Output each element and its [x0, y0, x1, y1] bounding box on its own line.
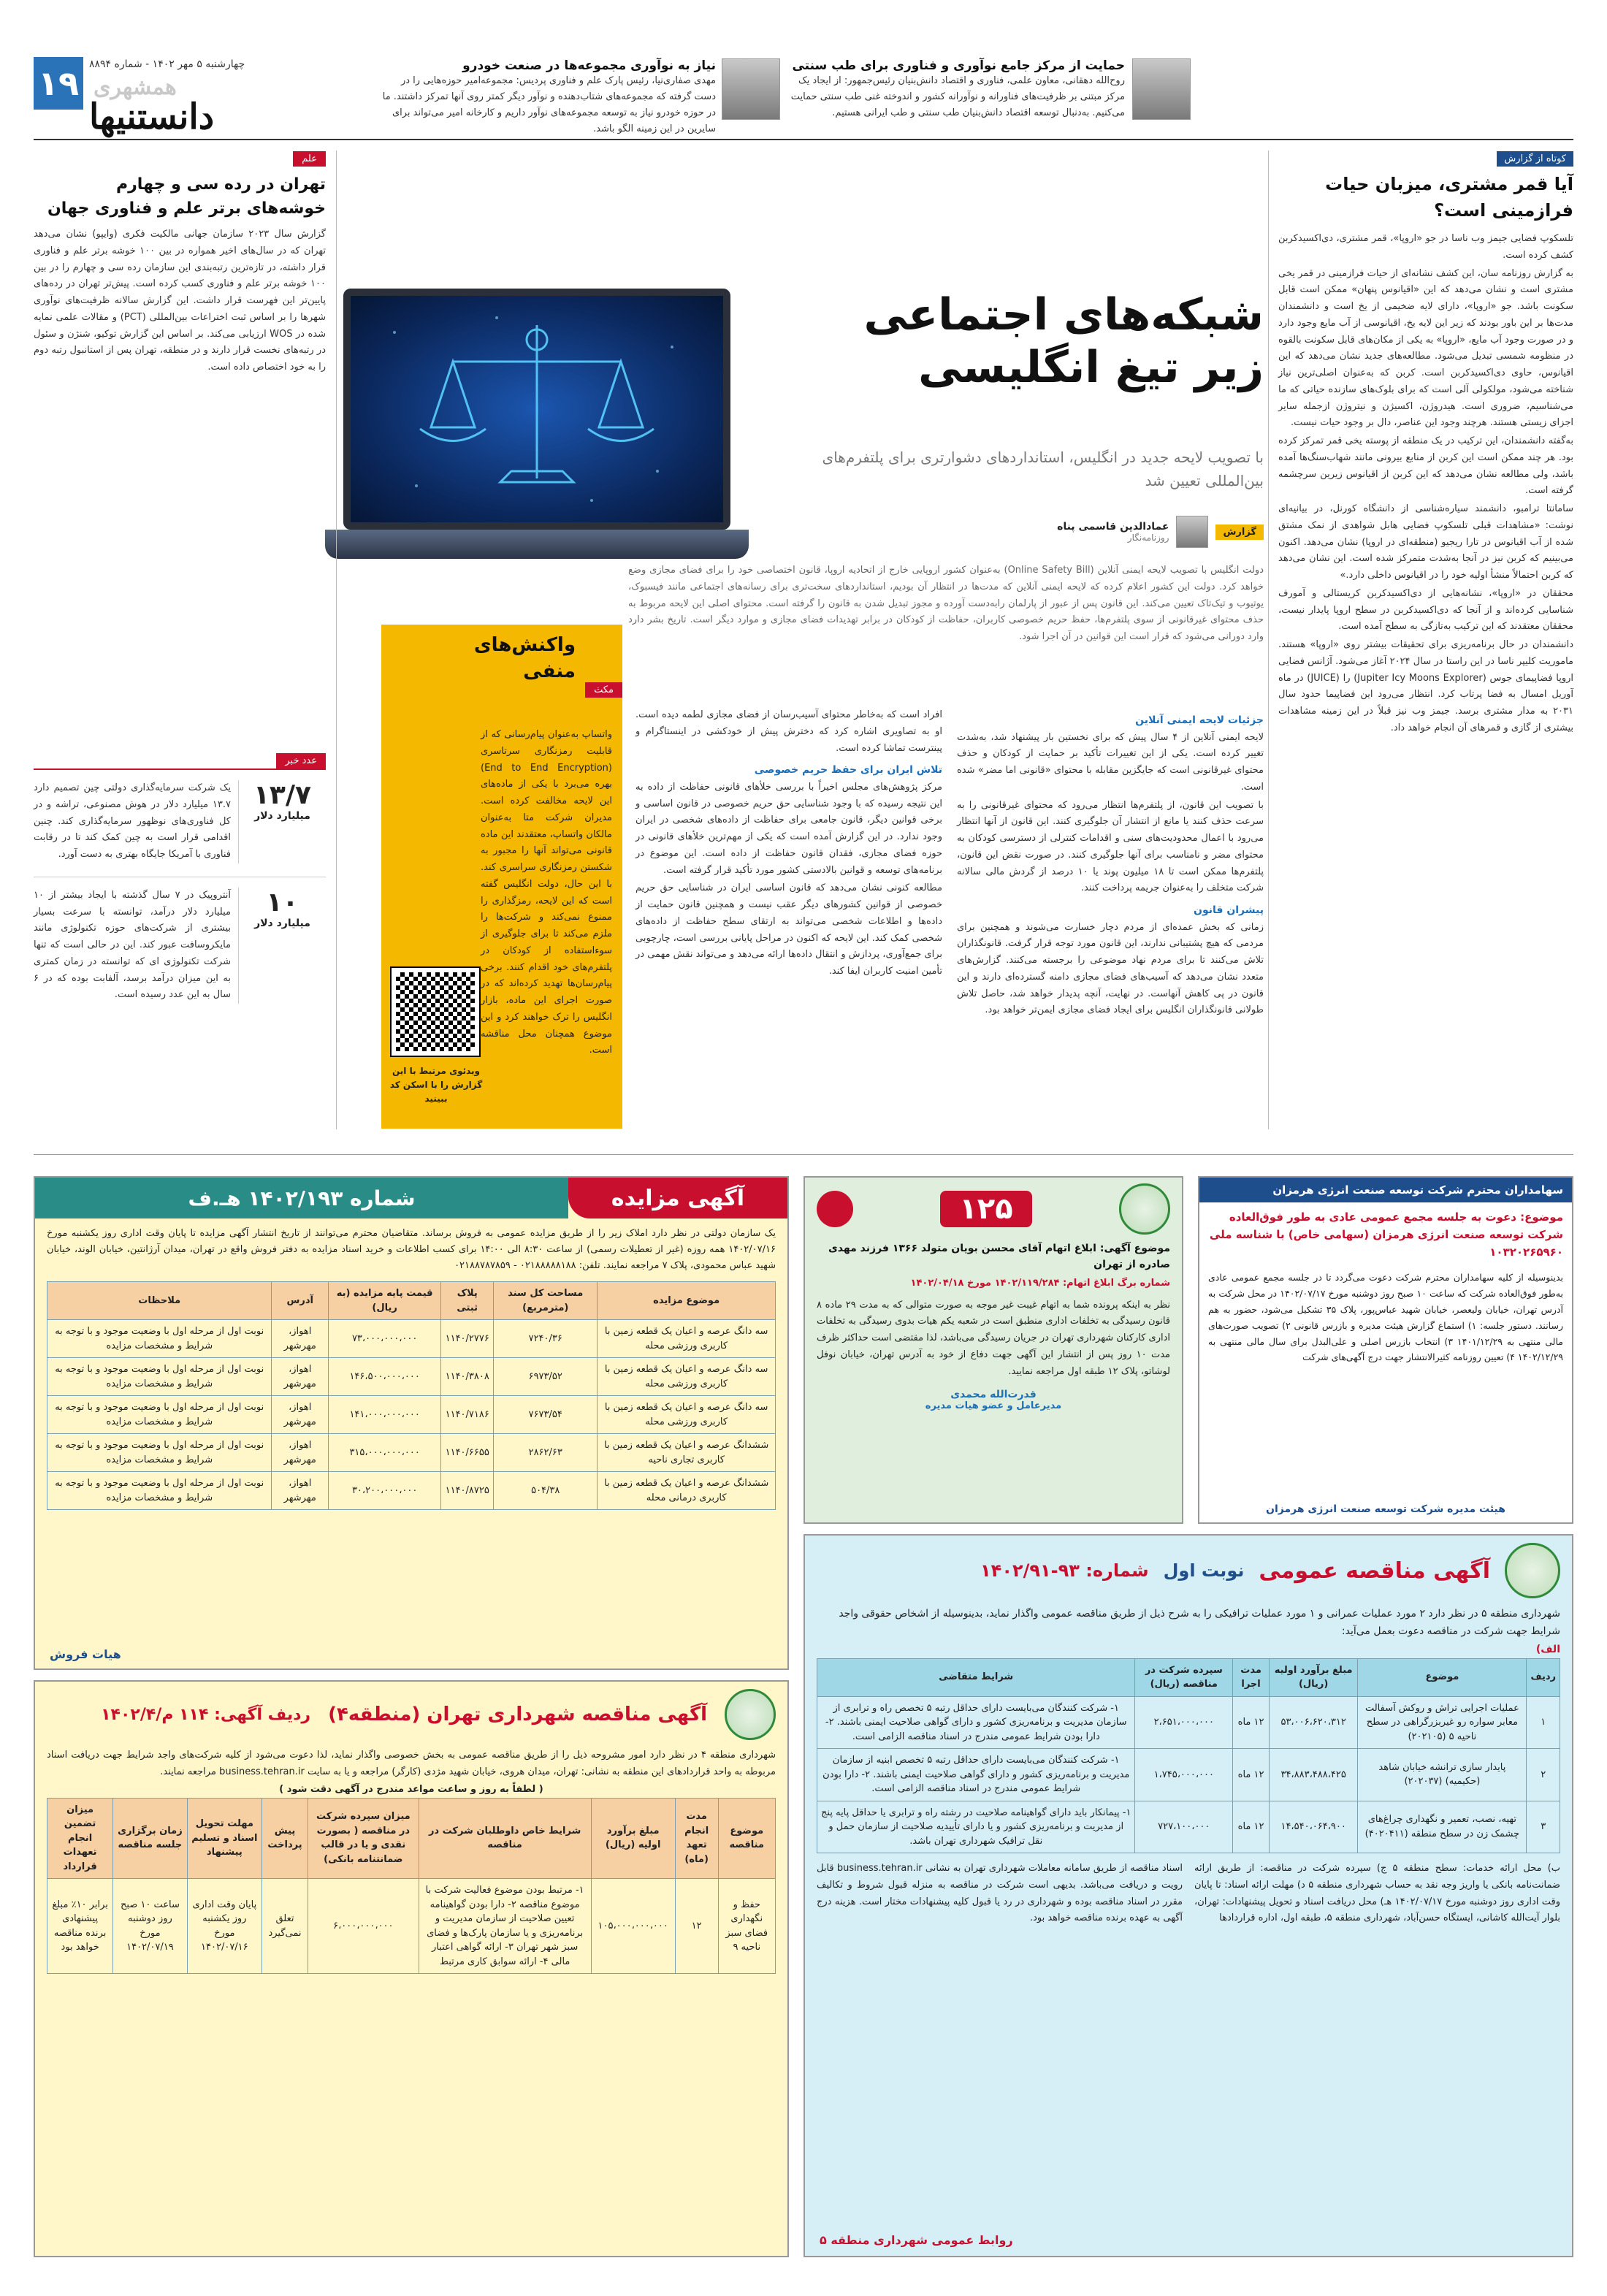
table-cell: ساعت ۱۰ صبح روز دوشنبه مورخ ۱۴۰۲/۰۷/۱۹ — [113, 1879, 187, 1974]
table-cell: ۵۳،۰۰۶،۶۲۰،۳۱۲ — [1270, 1696, 1358, 1749]
right-column-tag: کوتاه از گزارش — [1497, 151, 1573, 167]
subheading: پیشران قانون — [1194, 904, 1264, 916]
header-box-2-text: مهدی صفاری‌نیا، رئیس پارک علم و فناوری پردیس: مجموعه‌امیر حوزه‌هایی را در دست گرفته که مجموعه‌های شتاب‌دهنده و نوآور دیگر کمتر روی آنها تمرکز داشتند. ما در حوزه خودرو نیاز به توسعه مجموعه‌های نوآور داریم و کارخانه امیر می‌تواند برای سایرین در این زمینه الگو باشد. — [382, 75, 716, 135]
table-cell: اهواز، مهرشهر — [272, 1396, 329, 1434]
fire-dept-ref: شماره برگ ابلاغ اتهام: ۱۴۰۲/۱۱۹/۲۸۴ مورخ ۱۴۰۲/۰۴/۱۸ — [910, 1277, 1170, 1289]
table-cell: اهواز، مهرشهر — [272, 1472, 329, 1510]
portrait-photo-1 — [1132, 58, 1191, 120]
table-cell: اهواز، مهرشهر — [272, 1358, 329, 1396]
table-cell: ۱ — [1527, 1696, 1560, 1749]
tender5-table — [817, 1658, 1560, 1854]
auction-ad-text: یک سازمان دولتی در نظر دارد املاک زیر را از طریق مزایده عمومی به فروش برساند. متقاضیان محترم می‌توانند از تاریخ انتشار آگهی مزایده تا پایان وقت اداری روز یکشنبه مورخ ۱۴۰۲/۰۷/۱۶ همه روزه (غیر از تعطیلات رسمی) از ساعت ۸:۳۰ الی ۱۴:۰۰ برای کسب اطلاعات و خرید اسناد مزایده به دفتر فروش واقع در تهران، میدان آرژانتین، خیابان الوند، خیابان شهید عباس محمودی، پلاک ۷ مراجعه نمایند. تلفن: ۰۲۱۸۸۸۸۸۱۸۸ - ۰۲۱۸۸۷۸۷۸۵۹ — [47, 1228, 776, 1272]
table-header: مدت اجرا — [1233, 1658, 1270, 1696]
table-header: مساحت کل سند (مترمربع) — [494, 1282, 598, 1320]
table-cell: سه دانگ عرصه و اعیان یک قطعه زمین با کاربری ورزشی محله — [598, 1396, 776, 1434]
table-header: پلاک ثبتی — [441, 1282, 494, 1320]
left-column-body: گزارش سال ۲۰۲۳ سازمان جهانی مالکیت فکری (وایپو) نشان می‌دهد تهران که در سال‌های اخیر همواره در بین ۱۰۰ خوشه برتر علم و فناوری قرار داشته، در تازه‌ترین رتبه‌بندی این سازمان رده سی و چهارم را در بین ۱۰۰ خوشه برتر علم و فناوری کسب کرده است. پیش‌تر تهران در رده‌های پایین‌تر این فهرست قرار داشت. این گزارش سالانه ظرفیت‌های نوآوری شهرها را بر اساس ثبت اختراعات بین‌المللی (PCT) و مقالات علمی نمایه شده در WOS ارزیابی می‌کند. بر اساس این گزارش توکیو، شنژن و سئول در رتبه‌های نخست قرار دارند و در منطقه، تهران پس از استانبول رتبه دوم را به خود اختصاص داده است. — [34, 229, 326, 373]
table-cell: ۱۲ ماه — [1233, 1696, 1270, 1749]
figure-2-number: ۱۰ — [266, 887, 299, 918]
table-cell: ۳ — [1527, 1801, 1560, 1853]
table-header: شرایط خاص داوطلبان شرکت در مناقصه — [419, 1798, 591, 1879]
paragraph: به گزارش روزنامه سان، این کشف نشانه‌ای از حیات فرازمینی در قمر یخی مشتری است و نشان می‌دهد که این «اقیانوس پنهان» ممکن است قابل سکونت باشد. جو «اروپا»، دارای لایه ضخیمی از یخ است و دانشمندان مدت‌ها بر این باور بودند که زیر این لایه یخ، اقیانوسی از آب مایع وجود دارد و در صورت وجود آب مایع، «اروپا» به یکی از مکان‌های قابل سکونت بالقوه در منظومه شمسی تبدیل می‌شود. مطالعه‌های جدید نشان می‌دهد که این اقیانوس، حاوی دی‌اکسیدکربن است. کربن که به‌عنوان اصلی‌ترین نیاز شناخته می‌شود، مولکولی آلی است که برای بلوک‌های سازنده حیاتی که ما می‌شناسیم، ضروری است. هیدروژن، اکسیژن و نیتروژن ازجمله سایر اجزای زیستی هستند. هرچند وجود این عناصر، دال بر وجود حیات نیست. — [1278, 267, 1573, 429]
shareholders-ad-head: سهامداران محترم شرکت توسعه صنعت انرژی هرمزان — [1199, 1178, 1572, 1202]
table-header: زمان برگزاری جلسه مناقصه — [113, 1798, 187, 1879]
sidebar-box-tag: مکث — [585, 682, 622, 698]
table-cell: ۷۳،۰۰۰،۰۰۰،۰۰۰ — [328, 1320, 440, 1358]
subheading: جزئیات لایحه ایمنی آنلاین — [1135, 714, 1264, 726]
table-cell: ششدانگ عرصه و اعیان یک قطعه زمین با کاربری درمانی محله — [598, 1472, 776, 1510]
table-header: میزان سپرده شرکت در مناقصه ( بصورت نقدی و یا در قالب ضمانتنامه بانکی) — [308, 1798, 419, 1879]
tender5-footer: روابط عمومی شهرداری منطقه ۵ — [820, 2233, 1013, 2247]
table-header: موضوع مزایده — [598, 1282, 776, 1320]
table-cell: ۱۴۶،۵۰۰،۰۰۰،۰۰۰ — [328, 1358, 440, 1396]
table-cell: پایان وقت اداری روز یکشنبه مورخ ۱۴۰۲/۰۷/۱۶ — [187, 1879, 262, 1974]
table-cell: برابر ۱۰٪ مبلغ پیشنهادی برنده مناقصه خواهد بود — [47, 1879, 113, 1974]
tender4-row-label: ردیف آگهی: ۱۱۴ م/۱۴۰۲/۴ — [101, 1705, 311, 1724]
table-cell: اهواز، مهرشهر — [272, 1320, 329, 1358]
shareholders-ad-footer: هیئت مدیره شرکت توسعه صنعت انرژی هرمزان — [1266, 1503, 1505, 1515]
table-header: قیمت پایه مزایده (به ریال) — [328, 1282, 440, 1320]
table-cell: ۱۲ ماه — [1233, 1801, 1270, 1853]
auction-ad-number: شماره ۱۴۰۲/۱۹۳ هـ.ف — [35, 1178, 568, 1218]
lead-paragraph: دولت انگلیس با تصویب لایحه ایمنی آنلاین (Online Safety Bill) به‌عنوان کشور اروپایی خارج از اتحادیه اروپا، قانون اختصاصی خود را برای فضای مجازی وضع خواهد کرد. دولت این کشور اعلام کرده که لایحه ایمنی آنلاین که مدت‌ها در انتظار آن بودیم، استانداردهای سخت‌تری برای رسانه‌های اجتماعی مانند فیسبوک، یوتیوب و تیک‌تاک تعیین می‌کند. این قانون پس از عبور از پارلمان رابه‌دست آورده و مجوز تبدیل شدن به قانون را گرفته است. محتوای اصلی این لایحه مربوط به حذف محتوای غیرقانونی از سوی پلتفرم‌ها، حفظ حریم خصوصی کاربران، حفاظت از کودکان در برابر تهدیدات فضای مجازی و موارد دیگر است. تاریخ بشر دارد وارد دورانی می‌شود که قرار است این قوانین در آن اجرا شود. — [628, 565, 1264, 642]
table-cell: پایدار سازی ترانشه خیابان شاهد (حکیمیه) (۲۰۲۰۳۷) — [1358, 1749, 1527, 1801]
qr-code[interactable] — [392, 968, 479, 1056]
paragraph: دانشمندان در حال برنامه‌ریزی برای تحقیقات بیشتر روی «اروپا» هستند. ماموریت کلیپر ناسا در این راستا در سال ۲۰۲۴ آغاز می‌شود. آژانس فضایی اروپا فضاپیمای جوس (Jupiter Icy Moons Explorer) را (JUICE) در ماه آوریل امسال به فضا پرتاب کرد. انتظار می‌رود این فضاپیما حدود سال ۲۰۳۱ به مدار مشتری برسد. جیمز وب نیز قبلاً در این زمینه مشاهدات بیشتری از گازی و قمرهای آن انجام خواهد داد. — [1278, 639, 1573, 733]
table-cell: تعلق نمی‌گیرد — [262, 1879, 308, 1974]
table-header: موضوع مناقصه — [718, 1798, 775, 1879]
table-cell: ۲ — [1527, 1749, 1560, 1801]
sidebar-box-text: واتساپ به‌عنوان پیام‌رسانی که از قابلیت رمزنگاری سرتاسری (End to End Encryption) بهره می‌برد با یکی از ماده‌های این لایحه مخالفت کرده است. مدیران شرکت متا به‌عنوان مالکان واتساپ، معتقدند این ماده قانونی می‌تواند آنها را مجبور به شکستن رمزنگاری سراسری کند. با این حال، دولت انگلیس گفته است که این لایحه، رمزگذاری را ممنوع نمی‌کند و شرکت‌ها را ملزم می‌کند تا برای جلوگیری از سوءاستفاده از کودکان در پلتفرم‌های خود اقدام کنند. برخی پیام‌رسان‌ها تهدید کرده‌اند که در صورت اجرای این ماده، بازار انگلیس را ترک خواهند کرد و این موضوع همچنان محل مناقشه است. — [481, 729, 612, 1056]
right-column-body — [1278, 231, 1573, 737]
headline-line-2: زیر تیغ انگلیسی — [918, 342, 1264, 393]
tender4-note: ( لطفاً به روز و ساعت مواعد مندرج در آگهی دقت شود ) — [279, 1783, 543, 1795]
auction-ad — [34, 1176, 789, 1670]
tender-ad-district-5 — [804, 1534, 1573, 2257]
shareholders-ad-title: موضوع: دعوت به جلسه مجمع عمومی عادی به طور فوق‌العاده شرکت توسعه صنعت انرژی هرمزان (سهامی خاص) با شناسه ملی ۱۰۳۲۰۲۶۵۹۶۰ — [1209, 1210, 1563, 1259]
table-cell: ۱۴۱،۰۰۰،۰۰۰،۰۰۰ — [328, 1396, 440, 1434]
table-cell: ۷۲۷،۱۰۰،۰۰۰ — [1135, 1801, 1233, 1853]
auction-ad-title: آگهی مزایده — [568, 1178, 787, 1218]
paragraph: مطالعه کنونی نشان می‌دهد که قانون اساسی ایران در شناسایی حق حریم خصوصی از قوانین کشورهای دیگر عقب نیست و همچنین قانون حمایت از داده‌ها و اطلاعات شخصی می‌تواند به ارتقای سطح حفاظت از داده‌های شخصی کمک کند. این لایحه که اکنون در مراحل پایانی بررسی است، چارچوبی برای جمع‌آوری، پردازش و انتقال داده‌ها ارائه می‌دهد و می‌تواند نقش مهمی در تأمین امنیت کاربران ایفا کند. — [635, 882, 942, 977]
fire-dept-ad — [804, 1176, 1183, 1524]
main-subtitle: با تصویب لایحه جدید در انگلیس، استانداردهای دشوارتری برای پلتفرم‌های بین‌المللی تعیین شد — [822, 449, 1264, 489]
header-box-1-text: روح‌الله دهقانی، معاون علمی، فناوری و اقتصاد دانش‌بنیان رئیس‌جمهور: از ایجاد یک مرکز مبتنی بر ظرفیت‌های فناورانه و نوآورانه کشور و اندوخته غنی طب سنتی حمایت می‌کنیم. به‌دنبال توسعه اقتصاد دانش‌بنیان طب سنتی و طب ایرانی هستیم. — [790, 75, 1125, 119]
shareholders-ad-body: بدینوسیله از کلیه سهامداران محترم شرکت دعوت می‌گردد تا در جلسه مجمع عمومی عادی به‌طور فوق‌العاده شرکت که ساعت ۱۰ صبح روز دوشنبه مورخ ۱۴۰۲/۰۷/۱۷ در محل شرکت به آدرس تهران، خیابان ولیعصر، خیابان شهید عباس‌پور، پلاک ۳۵ تشکیل می‌شود، حضور به هم رسانند. دستور جلسه: ۱) استماع گزارش هیئت مدیره و بازرس قانونی ۲) تصویب صورت‌های مالی منتهی به ۱۴۰۱/۱۲/۲۹ ۳) انتخاب بازرس اصلی و علی‌البدل برای سال مالی منتهی به ۱۴۰۲/۱۲/۲۹ ۴) تعیین روزنامه کثیرالانتشار جهت درج آگهی‌های شرکت — [1208, 1272, 1563, 1363]
left-column-tag: علم — [293, 151, 326, 167]
paragraph: زمانی که بخش عمده‌ای از مردم دچار خسارت می‌شوند و همچنین برای مردمی که هیچ پشتیبانی ندارند، این قانون مورد توجه قرار گرفت. قانونگذاران تلاش می‌کنند تا برای مردم نهاد موضوعی را برجسته می‌کنند. گزارش‌های متعدد نشان می‌دهد که آسیب‌های فضای مجازی دامنه گسترده‌ای دارند و این قانون در پی کاهش آنهاست. در نهایت، آنچه پدیدار خواهد شد، حاصل تلاش طولانی قانونگذاران انگلیس برای ایجاد فضای مجازی ایمن‌تر خواهد بود. — [957, 921, 1264, 1016]
tender5-number: شماره: ۹۳-۱۴۰۲/۹۱ — [980, 1560, 1149, 1581]
table-header: موضوع — [1358, 1658, 1527, 1696]
tender-ad-district-4 — [34, 1680, 789, 2257]
table-row — [47, 1434, 776, 1472]
table-header: ملاحظات — [47, 1282, 272, 1320]
table-cell: سه دانگ عرصه و اعیان یک قطعه زمین با کاربری ورزشی محله — [598, 1358, 776, 1396]
headline-line-1: شبکه‌های اجتماعی — [863, 289, 1264, 340]
header-box-1-title: حمایت از مرکز جامع نوآوری و فناوری برای طب سنتی — [792, 58, 1125, 73]
tender5-round: نوبت اول — [1163, 1560, 1245, 1581]
right-column — [1278, 150, 1573, 739]
tender4-table — [47, 1798, 776, 1975]
tender5-notes-left: اسناد مناقصه از طریق سامانه معاملات شهرداری تهران به نشانی business.tehran.ir قابل رویت و دریافت می‌باشد. بدیهی است شرکت در مناقصه به منزله قبول شروط و تکالیف مقرر در اسناد مناقصه بوده و شهرداری در رد یا قبول کلیه پیشنهادات مختار است. هزینه درج آگهی به عهده برنده مناقصه خواهد بود. — [817, 1863, 1183, 1924]
table-cell: ۱- شرکت کنندگان می‌بایست دارای حداقل رتبه ۵ تخصص ابنیه از سازمان مدیریت و برنامه‌ریزی کشور و دارای گواهی صلاحیت ایمنی باشند. ۲- دارا بودن شرایط عمومی مندرج در اسناد مناقصه الزامی است. — [817, 1749, 1135, 1801]
figure-2-unit: میلیارد دلار — [254, 917, 310, 929]
table-cell: ۱۱۴۰/۷۱۸۶ — [441, 1396, 494, 1434]
table-row — [47, 1358, 776, 1396]
table-header: میزان تضمین انجام تعهدات قرارداد — [47, 1798, 113, 1879]
table-cell: نوبت اول از مرحله اول با وضعیت موجود و با توجه به شرایط و مشخصات مزایده — [47, 1320, 272, 1358]
table-row — [47, 1879, 776, 1974]
table-cell: سه دانگ عرصه و اعیان یک قطعه زمین با کاربری ورزشی محله — [598, 1320, 776, 1358]
table-cell: ۷۶۷۳/۵۴ — [494, 1396, 598, 1434]
issue-date: چهارشنبه ۵ مهر ۱۴۰۲ - شماره ۸۸۹۴ — [89, 58, 245, 70]
header-box-1 — [789, 58, 1125, 121]
author-role: روزنامه‌نگار — [1127, 533, 1169, 543]
figure-1-text: یک شرکت سرمایه‌گذاری دولتی چین تصمیم دارد ۱۳.۷ میلیارد دلار در هوش مصنوعی، تراشه و در کل فناوری‌های نوظهور سرمایه‌گذاری کند. چنین اقدامی قرار است به چین کمک کند تا در رقابت فناوری با آمریکا جایگاه بهتری به دست آورد. — [34, 782, 231, 860]
auction-table — [47, 1281, 776, 1510]
left-column — [34, 150, 326, 376]
table-cell: ۲،۶۵۱،۰۰۰،۰۰۰ — [1135, 1696, 1233, 1749]
figure-1-unit: میلیارد دلار — [254, 810, 310, 822]
subheading: تلاش ایران برای حفظ حریم خصوصی — [754, 764, 942, 777]
fire-dept-subject: موضوع آگهی: ابلاغ اتهام آقای محسن بویان متولد ۱۳۶۶ فرزند مهدی صادره از تهران — [828, 1243, 1170, 1271]
table-cell: نوبت اول از مرحله اول با وضعیت موجود و با توجه به شرایط و مشخصات مزایده — [47, 1472, 272, 1510]
table-row — [817, 1801, 1560, 1853]
table-cell: ۱۱۴۰/۶۶۵۵ — [441, 1434, 494, 1472]
table-header: شرایط متقاضی — [817, 1658, 1135, 1696]
table-header: مبلغ برآورد اولیه (ریال) — [591, 1798, 675, 1879]
table-row — [47, 1396, 776, 1434]
article-column-b — [635, 707, 942, 982]
table-header: سپرده شرکت در مناقصه (ریال) — [1135, 1658, 1233, 1696]
qr-caption: ویدئوی مرتبط با این گزارش را با اسکن کد ببینید — [389, 1066, 483, 1105]
table-cell: ۶۹۷۳/۵۲ — [494, 1358, 598, 1396]
sidebar-box-title: واکنش‌های منفی — [473, 634, 576, 683]
table-cell: ۱۲ ماه — [1233, 1749, 1270, 1801]
fire-dept-signer: قدرت‌الله محمدی — [950, 1389, 1037, 1401]
tehran-emblem-icon — [1505, 1543, 1560, 1598]
fire-dept-number: ۱۲۵ — [940, 1191, 1031, 1227]
table-cell: ۱- پیمانکار باید دارای گواهینامه صلاحیت در رشته راه و ترابری یا حداقل پایه پنج از مدیریت و برنامه‌ریزی کشور و یا دارای تأییدیه صلاحیت از سازمان حمل و نقل ترافیک شهرداری تهران باشد. — [817, 1801, 1135, 1853]
report-label: گزارش — [1215, 525, 1264, 540]
table-header: مدت انجام تعهد (ماه) — [675, 1798, 718, 1879]
numbers-tag: عدد خبر — [276, 753, 326, 768]
shareholders-ad — [1198, 1176, 1573, 1524]
table-row — [47, 1472, 776, 1510]
table-row — [817, 1749, 1560, 1801]
table-cell: نوبت اول از مرحله اول با وضعیت موجود و با توجه به شرایط و مشخصات مزایده — [47, 1434, 272, 1472]
author-name: عمادالدین قاسمی پناه — [1057, 521, 1169, 533]
table-cell: ۲۸۶۲/۶۳ — [494, 1434, 598, 1472]
tender5-intro: شهرداری منطقه ۵ در نظر دارد ۲ مورد عملیات عمرانی و ۱ مورد عملیات ترافیکی را به شرح ذیل از طریق مناقصه عمومی واگذار نماید، بدینوسیله از اشخاص حقوقی واجد شرایط جهت شرکت در مناقصه دعوت بعمل می‌آید: — [839, 1608, 1560, 1637]
paragraph: سامانتا ترامبو، دانشمند سیاره‌شناسی از دانشگاه کورنل، در بیانیه‌ای نوشت: «مشاهدات قبلی تلسکوپ فضایی هابل شواهدی از نمک مشتق شده از آب اقیانوس در تارا ریجیو (منطقه‌ای در اروپا) نشان می‌دهد. اکنون می‌بینیم که کربن نیز در آنجا به‌شدت متمرکز شده است. این نشان می‌دهد که کربن احتمالاً منشأ اولیه خود را در اقیانوس داخلی دارد.» — [1278, 503, 1573, 581]
table-cell: ۱- شرکت کنندگان می‌بایست دارای حداقل رتبه ۵ تخصص راه و ترابری از سازمان مدیریت و برنامه‌ریزی کشور و دارای گواهی صلاحیت ایمنی باشند. ۲- دارا بودن شرایط عمومی مندرج در اسناد مناقصه الزامی است. — [817, 1696, 1135, 1749]
page-number: ۱۹ — [34, 57, 83, 110]
table-cell: ۶،۰۰۰،۰۰۰،۰۰۰ — [308, 1879, 419, 1974]
portrait-photo-2 — [722, 58, 780, 120]
table-cell: ۱- مرتبط بودن موضوع فعالیت شرکت با موضوع مناقصه ۲- دارا بودن گواهینامه تعیین صلاحیت از سازمان مدیریت و برنامه‌ریزی و یا سازمان پارک‌ها و فضای سبز شهر تهران ۳- ارائه گواهی اعتبار مالی ۴- ارائه سوابق کاری مرتبط — [419, 1879, 591, 1974]
header-rule — [34, 139, 1573, 140]
table-cell: ۳۴،۸۸۳،۴۸۸،۴۲۵ — [1270, 1749, 1358, 1801]
table-cell: ششدانگ عرصه و اعیان یک قطعه زمین با کاربری تجاری ناحیه — [598, 1434, 776, 1472]
numbers-section — [34, 752, 326, 1004]
tender5-title: آگهی مناقصه عمومی — [1259, 1557, 1490, 1584]
byline — [760, 516, 1264, 548]
paper-logo: همشهری — [93, 75, 177, 100]
main-headline — [760, 289, 1264, 394]
justice-scale-icon — [351, 296, 723, 522]
table-header: پیش پرداخت — [262, 1798, 308, 1879]
table-header: مهلت تحویل اسناد و تسلیم پیشنهاد — [187, 1798, 262, 1879]
tehran-emblem-icon — [1119, 1183, 1170, 1235]
table-cell: ۱۴،۵۴۰،۰۶۴،۹۰۰ — [1270, 1801, 1358, 1853]
fire-dept-signer-role: مدیرعامل و عضو هیات مدیره — [925, 1400, 1062, 1412]
laptop-base — [325, 530, 749, 559]
table-cell: ۵۰۴/۳۸ — [494, 1472, 598, 1510]
tender4-intro: شهرداری منطقه ۴ در نظر دارد امور مشروحه ذیل را از طریق مناقصه عمومی به بخش خصوصی واگذار نماید، لذا دعوت می‌شود از کلیه شرکت‌های واجد شرایط جهت دریافت اسناد مربوطه به واحد قراردادهای این منطقه به نشانی: تهران، میدان هروی، خیابان شهید مژدی (کارگر) مراجعه و یا به سایت business.tehran.ir مراجعه نمایند. — [47, 1750, 776, 1777]
table-cell: ۱۱۴۰/۲۷۷۶ — [441, 1320, 494, 1358]
fire-dept-logo-icon — [817, 1191, 853, 1227]
header-box-2 — [380, 58, 716, 137]
fire-dept-body: نظر به اینکه پرونده شما به اتهام غیبت غیر موجه به صورت متوالی که به مدت ۲۹ ماده ۸ قانون رسیدگی به تخلفات اداری منطبق است در شعبه یکم هیات بدوی رسیدگی به تخلفات اداری کارکنان شهرداری تهران در جریان رسیدگی می‌باشد، لذا مقتضی است حداکثر ظرف مدت ۱۰ روز پس از انتشار این آگهی جهت دفاع از خود به آدرس تهران، خیابان نوفل لوشاتو، پلاک ۱۲ طبقه اول مراجعه نمایید. — [817, 1299, 1170, 1377]
sidebar-box — [381, 625, 622, 1129]
table-cell: ۱۱۴۰/۸۷۲۵ — [441, 1472, 494, 1510]
table-cell: اهواز، مهرشهر — [272, 1434, 329, 1472]
table-row — [47, 1320, 776, 1358]
table-cell: ۳۰،۲۰۰،۰۰۰،۰۰۰ — [328, 1472, 440, 1510]
table-cell: ۷۲۴۰/۳۶ — [494, 1320, 598, 1358]
tender5-notes-right: ب) محل ارائه خدمات: سطح منطقه ۵ ج) سپرده شرکت در مناقصه: از طریق ارائه ضمانت‌نامه بانکی یا واریز وجه نقد به حساب شهرداری منطقه ۵ د) مهلت ارائه اسناد: تا پایان وقت اداری روز دوشنبه مورخ ۱۴۰۲/۰۷/۱۷ هـ) محل دریافت اسناد و تحویل پیشنهادات: تهران، بلوار آیت‌الله کاشانی، ایستگاه حسن‌آباد، شهرداری منطقه ۵، طبقه اول، اداره قراردادها — [1194, 1863, 1561, 1924]
table-cell: نوبت اول از مرحله اول با وضعیت موجود و با توجه به شرایط و مشخصات مزایده — [47, 1396, 272, 1434]
table-header: ردیف — [1527, 1658, 1560, 1696]
figure-2-text: آنتروپیک در ۷ سال گذشته با ایجاد بیشتر از ۱۰ میلیارد دلار درآمد، توانسته با سرعت بسیار بیشتری از شرکت‌های حوزه تکنولوژی مانند مایکروسافت عبور کند. این در حالی است که تنها شرکت تکنولوژی ای که توانسته در زمان کمتری به این میزان درآمد برسد، آلفابت بوده که در ۶ سال به این عدد رسیده است. — [34, 889, 231, 1001]
table-header: مبلغ برآورد اولیه (ریال) — [1270, 1658, 1358, 1696]
table-row — [817, 1696, 1560, 1749]
table-cell: ۱۰۵،۰۰۰،۰۰۰،۰۰۰ — [591, 1879, 675, 1974]
paragraph: محققان در «اروپا»، نشانه‌هایی از دی‌اکسیدکربن کریستالی و آمورف شناسایی کرده‌اند و از آنجا که دی‌اکسیدکربن در سطح اروپا پایدار نیست، محققان معتقدند که این ترکیب به‌تازگی به سطح آمده است. — [1278, 587, 1573, 633]
column-divider — [1268, 150, 1269, 1129]
paragraph: افراد است که به‌خاطر محتوای آسیب‌رسان از فضای مجازی لطمه دیده است. او به تصاویری اشاره کرد که دخترش پیش از خودکشی در اینستاگرام و پینترست تماشا کرده است. — [635, 709, 942, 754]
auction-ad-footer: هیات فروش — [50, 1647, 121, 1661]
table-cell: نوبت اول از مرحله اول با وضعیت موجود و با توجه به شرایط و مشخصات مزایده — [47, 1358, 272, 1396]
table-cell: حفظ و نگهداری فضای سبز ناحیه ۹ — [718, 1879, 775, 1974]
tender4-title: آگهی مناقصه شهرداری تهران (منطقه۴) — [328, 1704, 707, 1725]
right-column-title: آیا قمر مشتری، میزبان حیات فرازمینی است؟ — [1325, 174, 1573, 221]
paragraph: مرکز پژوهش‌های مجلس اخیراً با بررسی خلأهای قانونی حفاظت از داده به این نتیجه رسیده که با وجود شناسایی حق حریم خصوصی در قانون اساسی و برخی قوانین دیگر، قانون جامعی برای حفاظت از داده‌های شخصی در ایران وجود ندارد. در این گزارش آمده است که یکی از مهم‌ترین خلأهای قانونی در حوزه فضای مجازی، فقدان قانون حفاظت از داده است. این موضوع در برنامه‌های توسعه و قوانین بالادستی کشور مورد تأکید قرار گرفته است. — [635, 781, 942, 876]
left-column-title: تهران در رده سی و چهارم خوشه‌های برتر علم و فناوری جهان — [47, 175, 326, 218]
tender5-section-label: الف) — [1535, 1643, 1560, 1655]
table-cell: ۱،۷۴۵،۰۰۰،۰۰۰ — [1135, 1749, 1233, 1801]
column-divider — [336, 150, 337, 1129]
table-cell: ۱۲ — [675, 1879, 718, 1974]
paragraph: تلسکوپ فضایی جیمز وب ناسا در جو «اروپا»، قمر مشتری، دی‌اکسیدکربن کشف کرده است. — [1278, 233, 1573, 261]
article-column-a — [957, 707, 1264, 1021]
author-avatar — [1176, 516, 1208, 548]
header-box-2-title: نیاز به نوآوری مجموعه‌ها در صنعت خودرو — [462, 58, 716, 73]
laptop-illustration — [343, 289, 730, 530]
table-header: آدرس — [272, 1282, 329, 1320]
ads-separator — [34, 1154, 1573, 1155]
tehran-emblem-icon — [725, 1689, 776, 1740]
table-cell: ۱۱۴۰/۳۸۰۸ — [441, 1358, 494, 1396]
paragraph: لایحه ایمنی آنلاین از ۴ سال پیش که برای نخستین بار پیشنهاد شد، به‌شدت تغییر کرده است. یکی از این تغییرات تأکید بر حمایت از کودکان و حذف محتوای غیرقانونی است که جایگزین مقابله با محتوای «قانونی اما مضر» شده است. — [957, 731, 1264, 793]
figure-1-number: ۱۳/۷ — [253, 780, 312, 810]
paragraph: با تصویب این قانون، از پلتفرم‌ها انتظار می‌رود که محتوای غیرقانونی را به سرعت حذف کنند یا مانع از انتشار آن جلوگیری کنند. این قانون از آنها انتظار می‌رود با اعمال محدودیت‌های سنی و اقدامات کنترلی از دسترسی کودکان به محتوای مضر و نامناسب برای آنها جلوگیری کنند. در صورت نقض این قانون، پلتفرم‌ها ممکن است تا ۱۸ میلیون پوند یا ۱۰ درصد از گردش مالی سالانه شرکت متخلف را به‌عنوان جریمه پرداخت کنند. — [957, 799, 1264, 894]
paragraph: به‌گفته دانشمندان، این ترکیب در یک منطقه از پوسته یخی قمر تمرکز کرده بود. هر چند ممکن است این کربن از منابع بیرونی مانند شهاب‌سنگ‌ها آمده باشد، ولی مطالعه نشان می‌دهد که این کربن از اقیانوس زیرین سرچشمه گرفته است. — [1278, 435, 1573, 497]
table-cell: ۳۱۵،۰۰۰،۰۰۰،۰۰۰ — [328, 1434, 440, 1472]
table-cell: عملیات اجرایی تراش و روکش آسفالت معابر سواره رو غیربزرگراهی در سطح ناحیه ۵ (۲۰۲۱۰۵) — [1358, 1696, 1527, 1749]
table-cell: تهیه، نصب، تعمیر و نگهداری چراغ‌های چشمک زن در سطح منطقه (۴۰۲۰۴۱۱) — [1358, 1801, 1527, 1853]
section-title: دانستنیها — [89, 96, 215, 137]
